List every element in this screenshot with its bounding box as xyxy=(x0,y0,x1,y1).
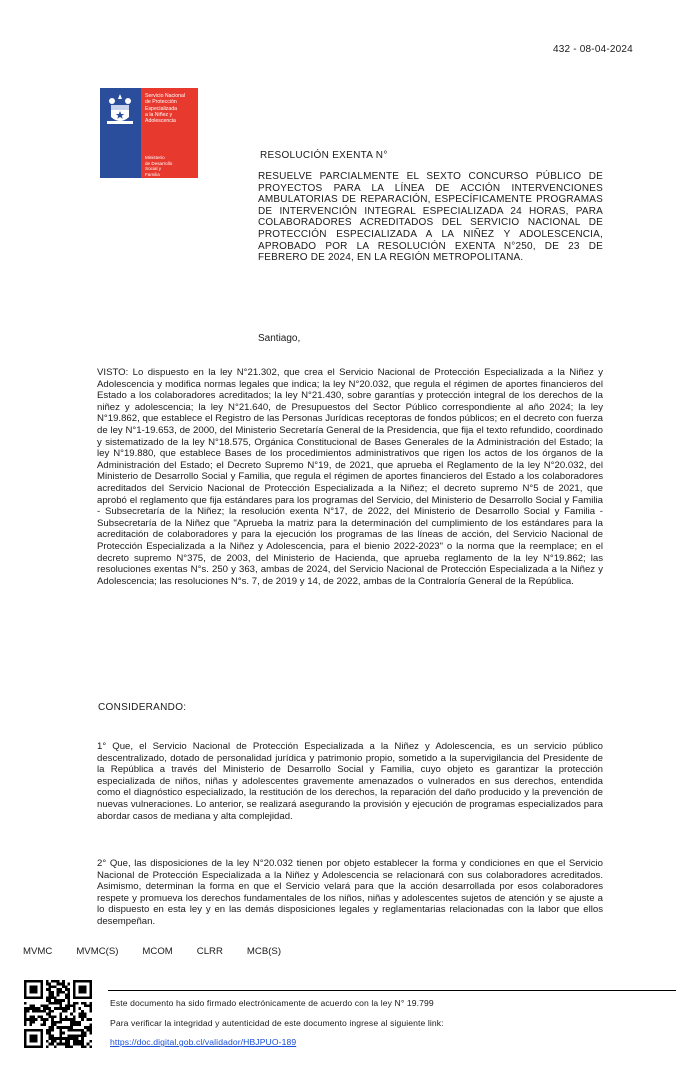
qr-code-icon xyxy=(24,980,92,1048)
initials-item: MCB(S) xyxy=(246,946,282,957)
initials-row xyxy=(23,946,323,957)
logo-org-name: Servicio Nacional de Protección Especializada a la Niñez y Adolescencia xyxy=(145,93,186,125)
considerando-item-2: 2° Que, las disposiciones de la ley N°20.032 tienen por objeto establecer la forma y condiciones en que el Servicio Nacional de Protección Especializada a la Niñez y Adolescencia se relacionará con sus colaboradores acreditados. Asimismo, determinan la forma en que el Servicio velará para que la acción desarrollada por esos colaboradores respete y promueva los derechos fundamentales de los niños, niñas y adolescentes sujetos de atención y se ajuste a lo dispuesto en esta ley y en las demás disposiciones legales y reglamentarias relacionadas con la labor que ellos desempeñan. xyxy=(97,858,603,927)
city-date-line: Santiago, xyxy=(258,333,301,344)
logo-blue-panel xyxy=(100,88,141,178)
verification-instructions: Para verificar la integridad y autenticidad de este documento ingrese al siguiente link: xyxy=(110,1018,444,1028)
considerando-item-1: 1° Que, el Servicio Nacional de Protección Especializada a la Niñez y Adolescencia, es un servicio público descentralizado, dotado de personalidad jurídica y patrimonio propio, sometido a la supervigilancia del Presidente de la República a través del Ministerio de Desarrollo Social y Familia, cuyo objeto es garantizar la protección especializada de niños, niñas y adolescentes gravemente amenazados o vulnerados en sus derechos, entendida como el diagnóstico especializado, la restitución de los derechos, la reparación del daño producido y la prevención de nuevas vulneraciones. Lo anterior, se realizará asegurando la provisión y ejecución de programas especializados para abordar casos de mediana y alta complejidad. xyxy=(97,741,603,822)
initials-item: CLRR xyxy=(196,946,223,957)
signature-notice: Este documento ha sido firmado electrónicamente de acuerdo con la ley N° 19.799 xyxy=(110,998,434,1008)
institution-logo xyxy=(100,88,198,178)
verification-link[interactable]: https://doc.digital.gob.cl/validador/HBJPUO-189 xyxy=(110,1037,297,1047)
resolution-title: RESOLUCIÓN EXENTA N° xyxy=(260,150,388,161)
coat-of-arms-icon xyxy=(103,91,137,131)
document-number: 432 - 08-04-2024 xyxy=(553,44,633,55)
resolution-subject: RESUELVE PARCIALMENTE EL SEXTO CONCURSO PÚBLICO DE PROYECTOS PARA LA LÍNEA DE ACCIÓN INTERVENCIONES AMBULATORIAS DE REPARACIÓN, ESPECÍFICAMENTE PROGRAMAS DE INTERVENCIÓN INTEGRAL ESPECIALIZADA 24 HORAS, PARA COLABORADORES ACREDITADOS DEL SERVICIO NACIONAL DE PROTECCIÓN ESPECIALIZADA A LA NIÑEZ Y ADOLESCENCIA, APROBADO POR LA RESOLUCIÓN EXENTA N°250, DE 23 DE FEBRERO DE 2024, EN LA REGIÓN METROPOLITANA. xyxy=(258,171,603,264)
logo-red-panel xyxy=(141,88,198,178)
logo-ministry-name: Ministerio de Desarrollo Social y Familia xyxy=(145,155,173,177)
initials-item: MVMC xyxy=(23,946,53,957)
initials-item: MVMC(S) xyxy=(76,946,119,957)
visto-paragraph: VISTO: Lo dispuesto en la ley N°21.302, que crea el Servicio Nacional de Protección Especializada a la Niñez y Adolescencia y modifica normas legales que indica; la ley N°20.032, que regula el régimen de aportes financieros del Estado a los colaboradores acreditados; la ley N°21.430, sobre garantías y protección integral de los derechos de la niñez y adolescencia; la ley N°21.640, de Presupuestos del Sector Público correspondiente al año 2024; la ley N°19.862, que establece el Registro de las Personas Jurídicas receptoras de fondos públicos; en el decreto con fuerza de ley N°1-19.653, de 2000, del Ministerio Secretaría General de la Presidencia, que fija el texto refundido, coordinado y sistematizado de la ley N°18.575, Orgánica Constitucional de Bases Generales de la Administración del Estado; la ley N°19.880, que establece Bases de los procedimientos administrativos que rigen los actos de los órganos de la Administración del Estado; el Decreto Supremo N°19, de 2021, que aprueba el Reglamento de la ley N°20.032, del Ministerio de Desarrollo Social y Familia, que regula el régimen de aportes financieros del Estado a los colaboradores acreditados del Servicio Nacional de Protección Especializada a la Niñez; el decreto supremo N°5 de 2021, que aprobó el reglamento que fija estándares para los programas del Servicio, del Ministerio de Desarrollo Social y Familia - Subsecretaría de la Niñez; la resolución exenta N°17, de 2022, del Ministerio de Desarrollo Social y Familia - Subsecretaría de la Niñez que "Aprueba la matriz para la determinación del cumplimiento de los estándares para la acreditación de colaboradores y para la ejecución los programas de las líneas de acción, del Servicio Nacional de Protección Especializada a la Niñez y Adolescencia, para el bienio 2022-2023" o la norma que la reemplace; en el decreto supremo N°375, de 2003, del Ministerio de Hacienda, que aprueba reglamento de la ley N°19.862; las resoluciones exentas N°s. 250 y 363, ambas de 2024, del Servicio Nacional de Protección Especializada a la Niñez y Adolescencia; las resoluciones N°s. 7, de 2019 y 14, de 2022, ambas de la Contraloría General de la República. xyxy=(97,367,603,587)
considerando-heading: CONSIDERANDO: xyxy=(98,702,187,713)
footer-divider xyxy=(108,990,676,991)
initials-item: MCOM xyxy=(142,946,173,957)
